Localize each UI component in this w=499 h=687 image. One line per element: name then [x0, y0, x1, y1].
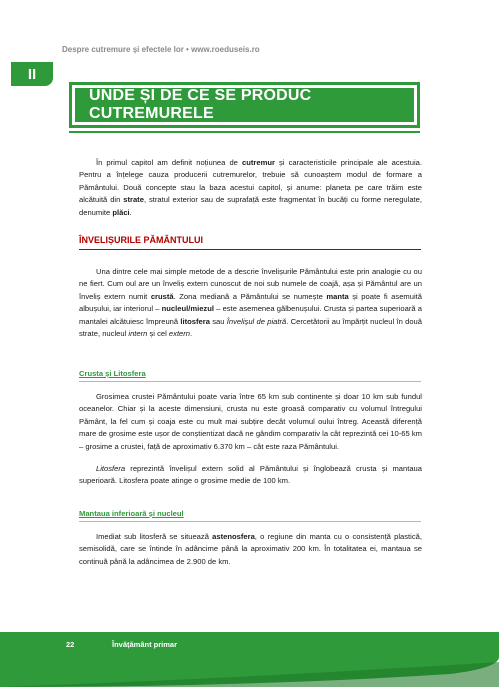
page-number: 22: [66, 640, 75, 649]
title-underline: [69, 131, 420, 133]
subsection-rule: [79, 381, 421, 382]
subsection-title-crusta: Crusta și Litosfera: [79, 369, 146, 378]
subsection-rule: [79, 521, 421, 522]
paragraph-invelisuri: Una dintre cele mai simple metode de a descrie învelișurile Pământului este prin analogie cu ou ne fiert. Cum oul are un înveliș extern cunoscut de noi sub numele de coajă, așa și Pământul are un înveliș extern numit crustă. Zona mediană a Pământului se numește manta și poate fi asemuită albușului, iar interiorul – nucleul/miezul – este asemenea gălbenușului. Crusta și partea superioară a mantalei alcătuiesc împreună litosfera sau Învelișul de piatră. Cercetătorii au împărțit nucleul în două strate, nucleul intern și cel extern.: [79, 267, 422, 339]
header-line: Despre cutremure și efectele lor • www.roeduseis.ro: [62, 45, 260, 54]
intro-paragraph: În primul capitol am definit noțiunea de cutremur și caracteristicile principale ale acestuia. Pentru a înțelege cauza producerii cutremurelor, trebuie să cunoaștem modul de formare a Pământului. Două concepte stau la baza acestui capitol, și anume: planeta pe care trăim este alcătuită din strate, stratul exterior sau de suprafață este fragmentat în bucăți cu forme neregulate, denumite plăci.: [79, 158, 423, 217]
page-title: UNDE ȘI DE CE SE PRODUC CUTREMURELE: [75, 88, 414, 122]
footer-band: [0, 632, 499, 687]
footer-label: Învățământ primar: [112, 640, 178, 649]
title-box: [69, 82, 420, 128]
chapter-tab: [11, 62, 53, 86]
paragraph-crusta: Grosimea crustei Pământului poate varia între 65 km sub continente și doar 10 km sub fundul oceanelor. Chiar și la aceste dimensiuni, crusta nu este groasă comparativ cu volumul întregului Pământ, la fel cum și coaja este cu mult mai subțire decât volumul oului întreg. Această diferență mare de grosime este ușor de conștientizat dacă ne gândim comparativ la cât reprezintă cei 10-65 km – grosime a crustei, față de aproximativ 6.370 km – cât este raza Pământului.: [79, 392, 422, 451]
section-rule: [79, 249, 421, 250]
subsection-title-mantaua: Mantaua inferioară și nucleul: [79, 509, 184, 518]
paragraph-mantaua: Imediat sub litosferă se situează astenosfera, o regiune din manta cu o consistență plastică, semisolidă, care se întinde în adâncime până la aproximativ 200 km. În totalitatea ei, mantaua se continuă până la adâncimea de 2.900 de km.: [79, 532, 422, 566]
chapter-number: II: [27, 65, 37, 83]
paragraph-litosfera: Litosfera reprezintă învelișul extern solid al Pământului și înglobează crusta și mantaua superioară. Litosfera poate atinge o grosime medie de 100 km.: [79, 464, 422, 486]
section-title-invelisuri: ÎNVELIȘURILE PĂMÂNTULUI: [79, 235, 204, 245]
